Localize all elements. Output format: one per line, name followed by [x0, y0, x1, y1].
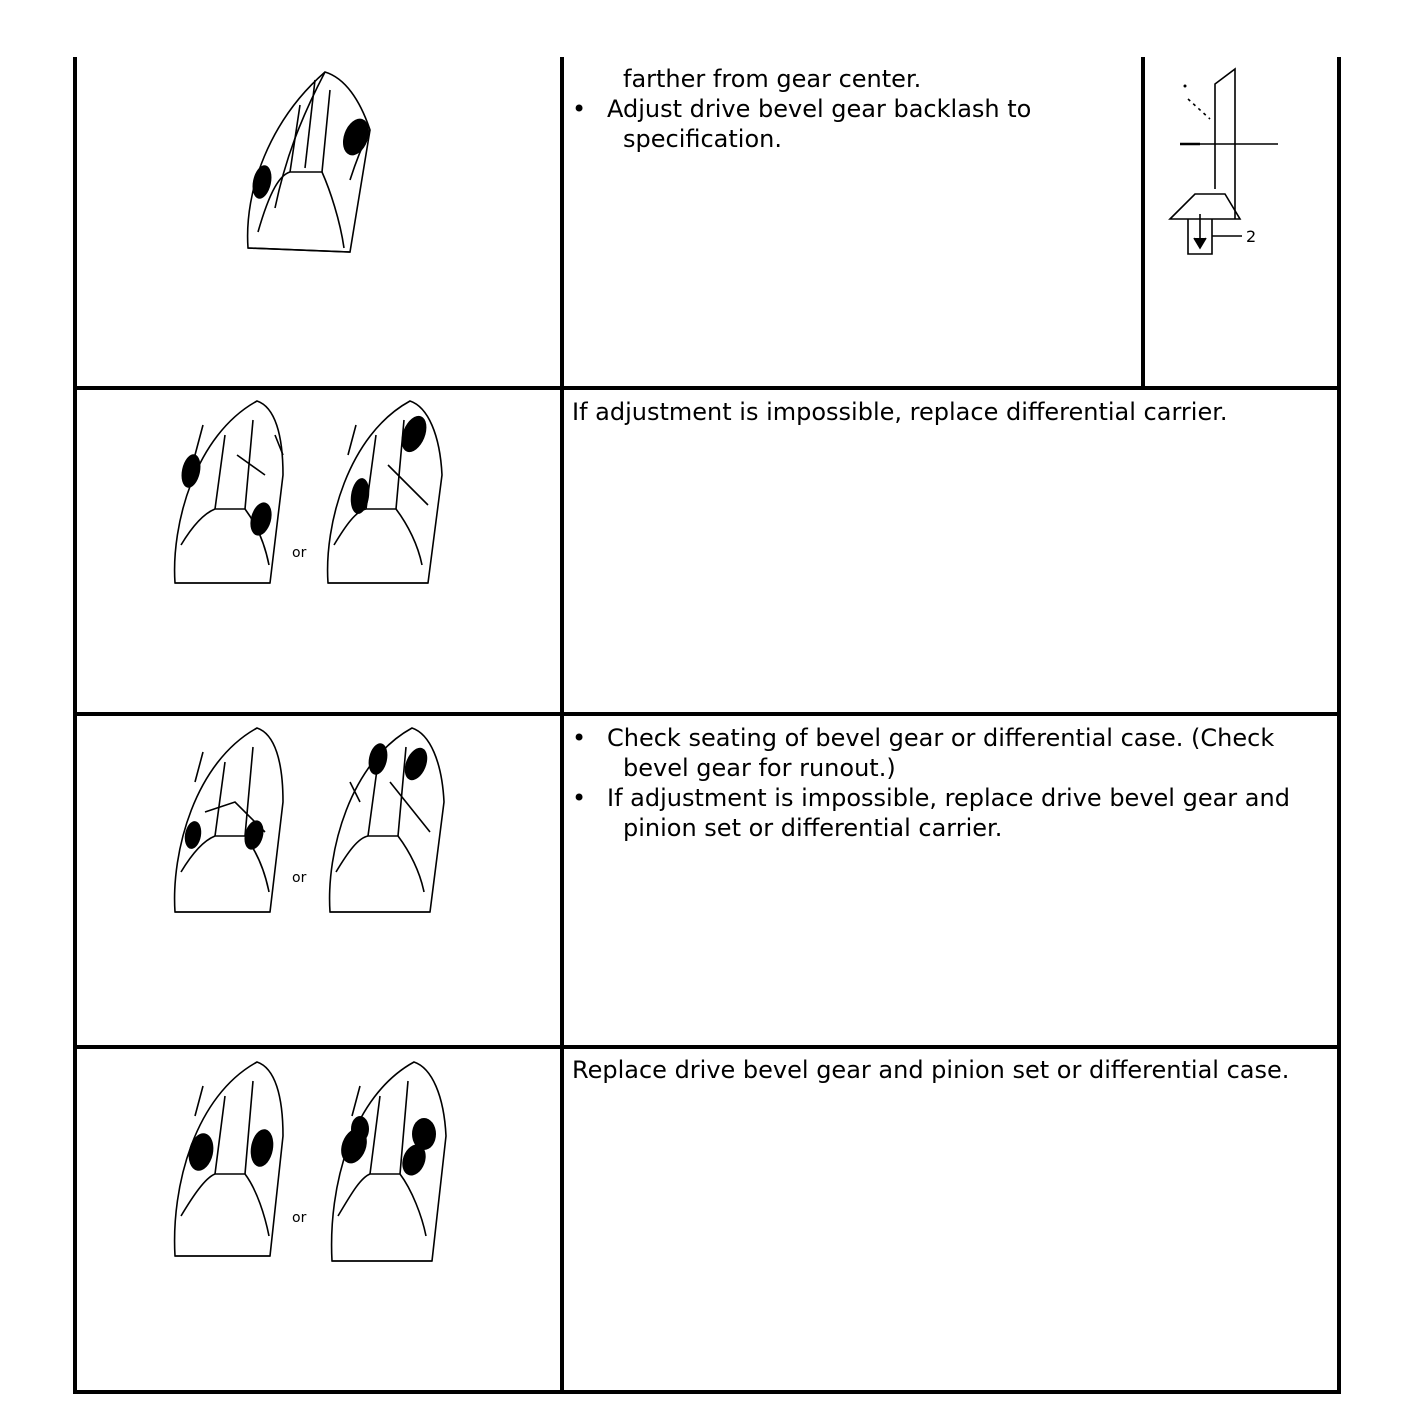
contact-patch	[185, 1131, 216, 1173]
gear-tooth-contact-icon	[165, 395, 295, 590]
contact-patch	[351, 1116, 369, 1142]
contact-patch	[241, 818, 266, 852]
instruction-cell	[572, 64, 1031, 154]
contact-patch	[247, 500, 275, 538]
table-row-divider	[73, 1045, 1341, 1049]
backlash-adjustment-icon	[1160, 64, 1290, 264]
list-item	[572, 94, 1031, 154]
table-column-divider-diagram	[1141, 57, 1145, 389]
continuation-text: farther from gear center.	[623, 65, 922, 93]
gear-tooth-contact-icon	[230, 60, 390, 265]
gear-tooth-contact-icon	[320, 722, 455, 917]
bullet-glyph: •	[572, 95, 587, 123]
table-row-divider	[73, 712, 1341, 716]
or-label: or	[292, 1210, 307, 1226]
instruction-list	[572, 94, 1031, 154]
instruction-cell	[572, 723, 1290, 843]
bullet-continuation: pinion set or differential carrier.	[623, 814, 1003, 842]
gear-tooth-contact-icon	[165, 1056, 295, 1261]
bullet-glyph: •	[572, 784, 587, 812]
gear-tooth-contact-icon	[318, 395, 453, 590]
or-label: or	[292, 870, 307, 886]
instruction-cell	[572, 397, 1228, 427]
instruction-text: If adjustment is impossible, replace differential carrier.	[572, 398, 1228, 426]
list-item	[572, 723, 1290, 783]
bullet-text: Adjust drive bevel gear backlash to	[607, 95, 1032, 123]
instruction-text: Replace drive bevel gear and pinion set or differential case.	[572, 1056, 1290, 1084]
or-label: or	[292, 545, 307, 561]
gear-tooth-contact-icon	[322, 1056, 457, 1266]
instruction-cell	[572, 1055, 1289, 1085]
bullet-text: Check seating of bevel gear or differential case. (Check	[607, 724, 1275, 752]
table-border-bottom	[73, 1390, 1341, 1394]
gear-tooth-contact-icon	[165, 722, 295, 917]
contact-patch	[248, 1127, 276, 1168]
table-border-left	[73, 57, 77, 1394]
bullet-glyph: •	[572, 724, 587, 752]
bullet-continuation: bevel gear for runout.)	[623, 754, 896, 782]
table-border-right	[1337, 57, 1341, 1394]
contact-patch	[338, 115, 374, 159]
list-item	[572, 783, 1290, 843]
table-column-divider	[560, 57, 564, 1394]
contact-patch	[179, 453, 204, 490]
diagram-callout-label: 2	[1246, 227, 1257, 246]
bullet-text: If adjustment is impossible, replace drive bevel gear and	[607, 784, 1290, 812]
instruction-list	[572, 723, 1290, 843]
table-row-divider	[73, 386, 1341, 390]
bullet-continuation: specification.	[623, 125, 782, 153]
